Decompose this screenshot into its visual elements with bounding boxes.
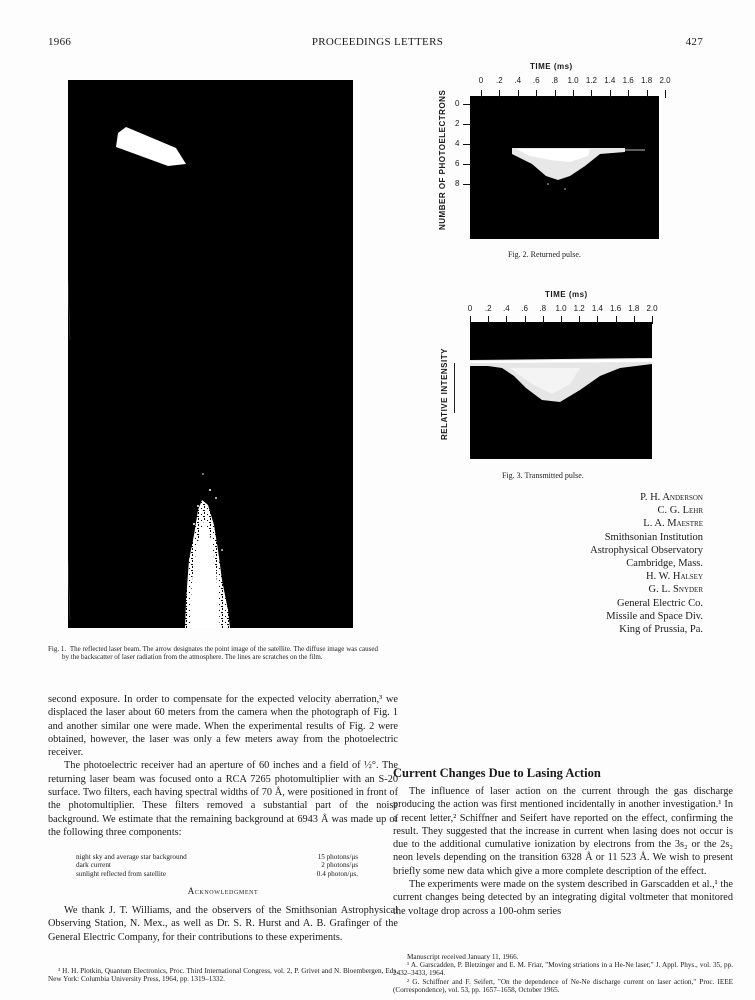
x-tick-label: .6 — [532, 76, 540, 85]
x-tick-mark — [543, 316, 544, 324]
x-tick-label: 0 — [478, 76, 484, 85]
figure-1-caption-label: Fig. 1. — [48, 645, 67, 653]
paragraph: The experiments were made on the system described in Garscadden et al.,¹ the current changes being detected by an integrating digital voltmeter that monitored the voltage drop across a 100-ohm series — [393, 879, 733, 917]
figure-1-caption — [48, 645, 378, 661]
article-heading: Current Changes Due to Lasing Action — [393, 766, 601, 780]
author-name: H. W. Halsey — [646, 571, 703, 583]
x-tick-mark — [506, 316, 507, 324]
affiliation-line: Missile and Space Div. — [606, 610, 703, 622]
footnote: ¹ A. Garscadden, P. Bletzinger and E. M. Friar, "Moving striations in a He-Ne laser," J. Appl. Phys., vol. 35, pp. 2432–3433, 1964. — [393, 961, 733, 978]
acknowledgment-text — [48, 904, 398, 944]
table-row — [76, 870, 358, 878]
manuscript-received: Manuscript received January 11, 1966. — [407, 953, 519, 961]
paragraph: The influence of laser action on the current through the gas discharge producing the action was first mentioned incidentally in another investigation.¹ In a recent letter,² Schiffner and Seifert have reported on the effect, confirming the result. They suggested that the increase in current when lasing does not occur is due to the additional cumulative ionization by electrons from the 3s₂ or the 2s₂ neon levels depending on the transition 6328 Å or 11 523 Å. We wish to present briefly some new data which give a more complete description of the effect. — [393, 786, 733, 877]
affiliation-line: Astrophysical Observatory — [590, 544, 703, 556]
x-tick-mark — [652, 316, 653, 324]
x-tick-label: .8 — [551, 76, 558, 85]
figure-2-caption: Fig. 2. Returned pulse. — [508, 250, 581, 259]
background-components-table — [76, 853, 358, 878]
author-name: P. H. Anderson — [640, 492, 703, 503]
figure-3-x-axis-title: TIME (ms) — [545, 290, 588, 299]
y-tick-mark — [463, 184, 471, 185]
x-tick-label: 1.6 — [622, 76, 634, 85]
component-source: sunlight reflected from satellite — [76, 869, 167, 878]
table-row — [76, 861, 358, 869]
x-tick-label: 2.0 — [646, 304, 658, 313]
affiliation-line: Cambridge, Mass. — [626, 558, 703, 570]
x-tick-label: 1.2 — [585, 76, 597, 85]
y-tick-mark — [463, 164, 471, 165]
y-tick-label: 0 — [455, 99, 460, 108]
x-tick-label: 1.6 — [610, 304, 622, 313]
affiliation-line: Smithsonian Institution — [604, 531, 703, 543]
x-tick-mark — [579, 316, 580, 324]
y-tick-label: 4 — [455, 139, 460, 148]
affiliation-line: King of Prussia, Pa. — [619, 624, 703, 636]
figure-3-caption: Fig. 3. Transmitted pulse. — [502, 471, 584, 480]
x-tick-mark — [665, 90, 666, 98]
x-tick-label: 1.4 — [591, 304, 603, 313]
x-tick-mark — [610, 90, 611, 98]
paragraph: We thank J. T. Williams, and the observers of the Smithsonian Astrophysical Observing Station, N. Mex., as well as Dr. S. R. Hurst and A. B. Grafinger of the General Electric Company, for their contributions to these experiments. — [48, 905, 398, 943]
x-tick-label: 2.0 — [659, 76, 671, 85]
x-tick-label: .4 — [514, 76, 522, 85]
footnote: ³ H. H. Plotkin, Quantum Electronics, Proc. Third International Congress, vol. 2, P. Grivet and N. Bloembergen, Eds. New York: Columbia University Press, 1964, pp. 1319–1332. — [48, 967, 398, 984]
journal-title: PROCEEDINGS LETTERS — [311, 36, 444, 48]
x-tick-mark — [518, 90, 519, 98]
table-row — [76, 853, 358, 861]
x-tick-mark — [573, 90, 574, 98]
y-tick-label: 2 — [455, 119, 460, 128]
figure-2-y-axis-title: NUMBER OF PHOTOELECTRONS — [438, 89, 447, 230]
author-name: G. L. Snyder — [648, 584, 703, 596]
y-tick-mark — [463, 144, 471, 145]
right-column-text — [393, 785, 733, 918]
figure-2 — [430, 60, 670, 260]
x-tick-label: .2 — [496, 76, 503, 85]
x-tick-mark — [628, 90, 629, 98]
x-tick-mark — [470, 316, 471, 324]
y-tick-mark — [463, 124, 471, 125]
x-tick-mark — [591, 90, 592, 98]
footnote: ² G. Schiffner and F. Seifert, "On the dependence of Ne-Ne discharge current on laser action," Proc. IEEE (Correspondence), vol. 53, pp. 1657–1658, October 1965. — [393, 977, 733, 994]
figure-1-caption-text: The reflected laser beam. The arrow designates the point image of the satellite. The diffuse image was caused by the backscatter of laser radiation from the atmosphere. The lines are scratches on the film. — [62, 645, 378, 661]
author-affiliations — [590, 491, 703, 636]
figure-2-plot-area — [470, 96, 659, 239]
figure-3-plot-area — [470, 322, 652, 459]
left-column-text — [48, 693, 398, 839]
x-tick-label: 1.0 — [555, 304, 567, 313]
x-tick-label: 1.4 — [604, 76, 616, 85]
figure-2-x-axis-title: TIME (ms) — [530, 62, 573, 71]
affiliation-line: General Electric Co. — [617, 597, 703, 609]
figure-3-intensity-arrow-icon — [454, 363, 455, 413]
component-value: 0.4 photon/μs. — [316, 869, 358, 878]
author-name: C. G. Lehr — [657, 505, 703, 517]
page-number: 427 — [685, 36, 703, 48]
x-tick-label: .8 — [539, 304, 547, 313]
x-tick-mark — [488, 316, 489, 324]
component-source: night sky and average star background — [76, 853, 187, 861]
article-footnotes — [393, 953, 733, 994]
y-tick-label: 6 — [455, 159, 460, 168]
x-tick-label: 1.0 — [567, 76, 579, 85]
acknowledgment-heading: Acknowledgment — [187, 886, 259, 896]
x-tick-mark — [647, 90, 648, 98]
x-tick-label: 1.8 — [641, 76, 653, 85]
x-tick-label: 1.2 — [573, 304, 585, 313]
component-value: 2 photons/μs — [321, 861, 358, 870]
x-tick-mark — [525, 316, 526, 324]
x-tick-mark — [536, 90, 537, 98]
x-tick-mark — [597, 316, 598, 324]
x-tick-mark — [499, 90, 500, 98]
figure-1-photograph — [68, 80, 353, 628]
x-tick-label: .2 — [484, 304, 492, 313]
page-year: 1966 — [48, 36, 72, 48]
x-tick-mark — [561, 316, 562, 324]
x-tick-label: 0 — [467, 304, 473, 313]
paragraph: second exposure. In order to compensate for the expected velocity aberration,³ we displaced the laser about 60 meters from the camera when the photograph of Fig. 1 and another similar one were made. When the experimental results of Fig. 2 were obtained, however, the laser was only a few meters away from the photoelectric receiver. — [48, 694, 398, 759]
x-tick-mark — [481, 90, 482, 98]
component-value: 15 photons/μs — [317, 853, 358, 861]
component-source: dark current — [76, 861, 111, 870]
figure-3-y-axis-title: RELATIVE INTENSITY — [440, 348, 449, 440]
author-name: L. A. Maestre — [643, 518, 703, 530]
x-tick-mark — [616, 316, 617, 324]
x-tick-mark — [634, 316, 635, 324]
paragraph: The photoelectric receiver had an aperture of 60 inches and a field of ½°. The returning laser beam was focused onto a RCA 7265 photomultiplier with an S-20 surface. Two filters, each having spectral widths of 70 Å, were positioned in front of the photomultiplier. These filters removed a substantial part of the noise background. We estimate that the remaining background at 6943 Å was made up of the following three components: — [48, 760, 398, 838]
x-tick-label: .6 — [521, 304, 528, 313]
x-tick-label: 1.8 — [628, 304, 640, 313]
x-tick-mark — [555, 90, 556, 98]
y-tick-label: 8 — [455, 179, 460, 188]
y-tick-mark — [463, 104, 471, 105]
figure-3 — [430, 285, 670, 485]
x-tick-label: .4 — [503, 304, 510, 313]
